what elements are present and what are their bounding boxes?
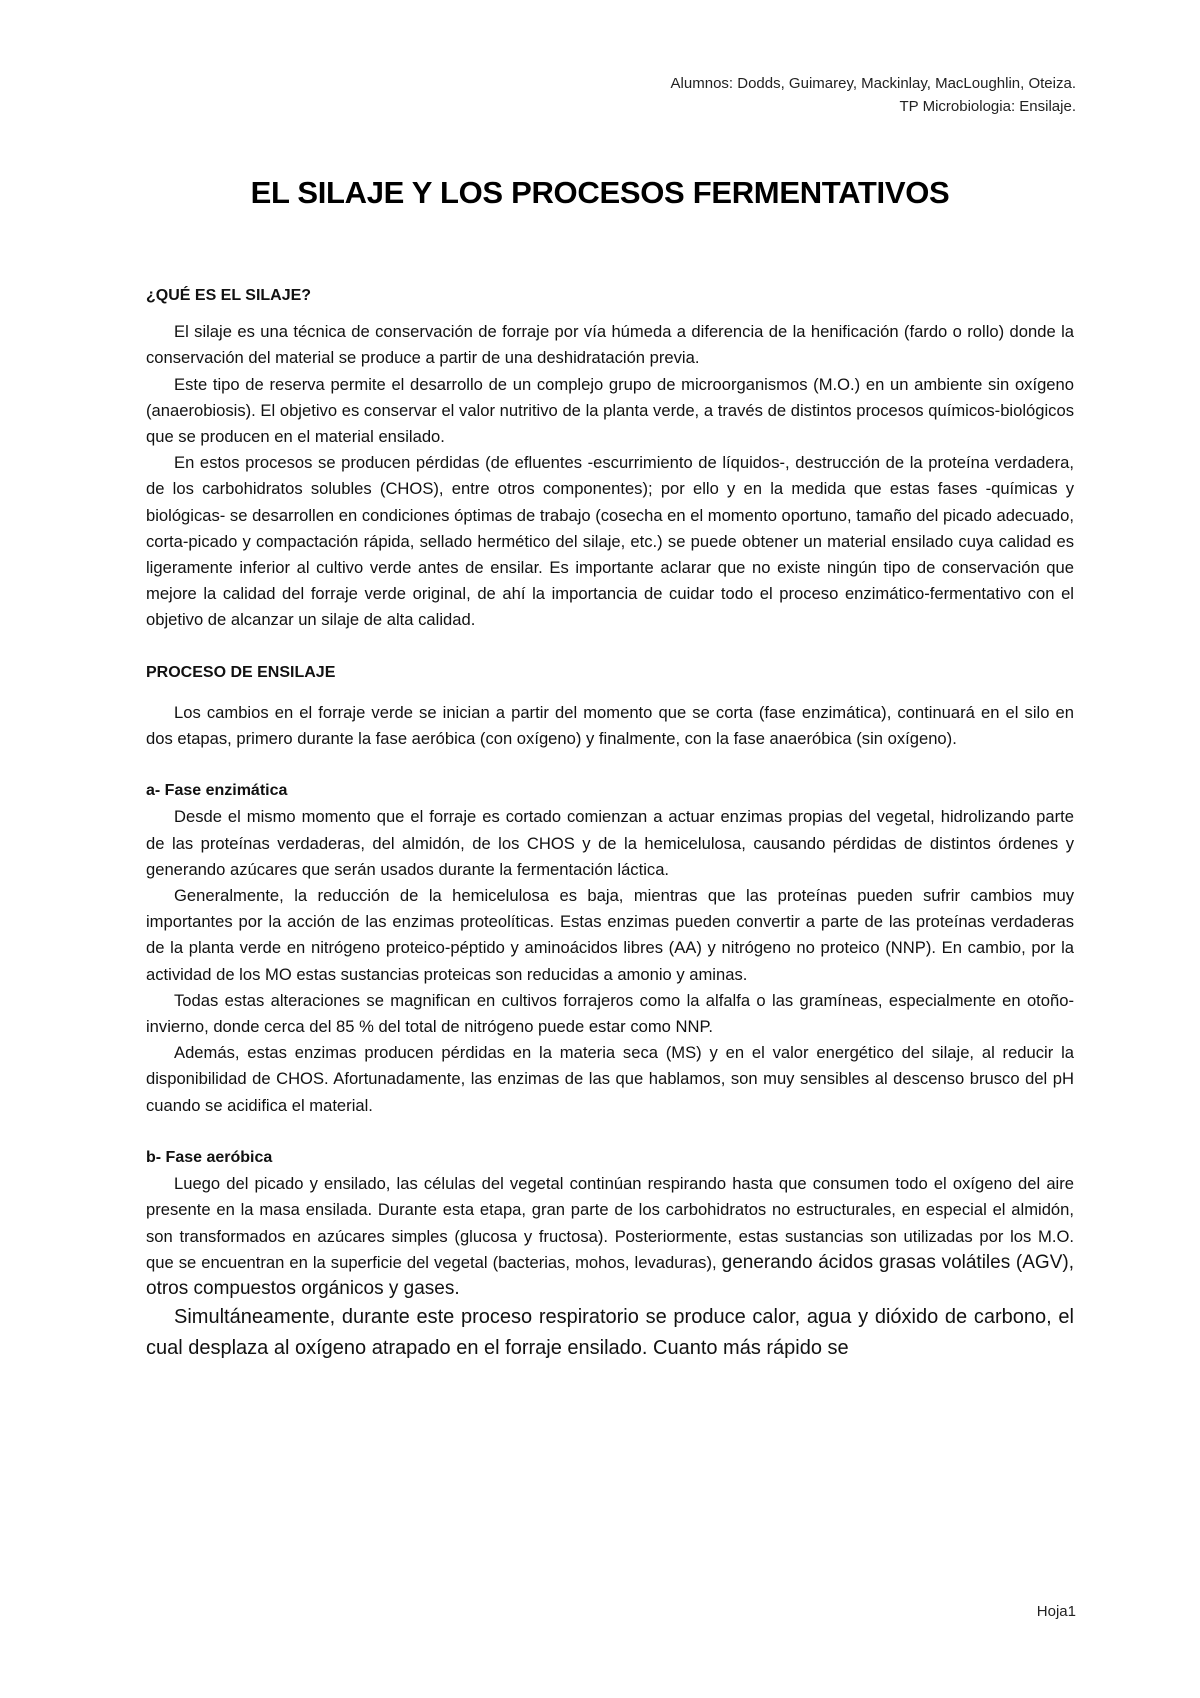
section-heading-process: PROCESO DE ENSILAJE: [146, 663, 336, 681]
paragraph: En estos procesos se producen pérdidas (de efluentes -escurrimiento de líquidos-, destrucción de la proteína verdadera, de los carbohidratos solubles (CHOS), entre otros componentes); por ello y en la medida que estas fases -químicas y biológicas- se desarrollen en condiciones óptimas de trabajo (cosecha en el momento oportuno, tamaño del picado adecuado, corta-picado y compactación rápida, sellado hermético del silaje, etc.) se puede obtener un material ensilado cuya calidad es ligeramente inferior al cultivo verde antes de ensilar. Es importante aclarar que no existe ningún tipo de conservación que mejore la calidad del forraje verde original, de ahí la importancia de cuidar todo el proceso enzimático-fermentativo con el objetivo de alcanzar un silaje de alta calidad.: [146, 453, 1074, 630]
page-number: Hoja1: [1036, 1603, 1076, 1620]
document-header: [671, 72, 1076, 118]
paragraph: Todas estas alteraciones se magnifican en cultivos forrajeros como la alfalfa o las gramíneas, especialmente en otoño-invierno, donde cerca del 85 % del total de nitrógeno puede estar como NNP.: [146, 990, 1074, 1037]
paragraph: Generalmente, la reducción de la hemicelulosa es baja, mientras que las proteínas pueden sufrir cambios muy importantes por la acción de las enzimas proteolíticas. Estas enzimas pueden convertir a parte de las proteínas verdaderas de la planta verde en nitrógeno proteico-péptido y aminoácidos libres (AA) y nitrógeno no proteico (NNP). En cambio, por la actividad de los MO estas sustancias proteicas son reducidas a amonio y aminas.: [146, 886, 1074, 984]
paragraph: El silaje es una técnica de conservación de forraje por vía húmeda a diferencia de la henificación (fardo o rollo) donde la conservación del material se produce a partir de una deshidratación previa.: [146, 322, 1074, 368]
paragraph: Desde el mismo momento que el forraje es cortado comienzan a actuar enzimas propias del vegetal, hidrolizando parte de las proteínas verdaderas, del almidón, de los CHOS y de la hemicelulosa, causando pérdidas de distintos órdenes y generando azúcares que serán usados durante la fermentación láctica.: [146, 807, 1074, 879]
header-authors: Alumnos: Dodds, Guimarey, Mackinlay, MacLoughlin, Oteiza.: [670, 75, 1076, 92]
paragraph: [146, 1171, 1074, 1302]
paragraph-text-large: generando ácidos grasas volátiles (AGV), otros compuestos orgánicos y gases.: [146, 1251, 1074, 1299]
paragraph: Los cambios en el forraje verde se inician a partir del momento que se corta (fase enzimática), continuará en el silo en dos etapas, primero durante la fase aeróbica (con oxígeno) y finalmente, con la fase anaeróbica (sin oxígeno).: [146, 702, 1074, 749]
paragraph: Simultáneamente, durante este proceso respiratorio se produce calor, agua y dióxido de carbono, el cual desplaza al oxígeno atrapado en el forraje ensilado. Cuanto más rápido se: [146, 1306, 1074, 1360]
paragraph: Además, estas enzimas producen pérdidas en la materia seca (MS) y en el valor energético del silaje, al reducir la disponibilidad de CHOS. Afortunadamente, las enzimas de las que hablamos, son muy sensibles al descenso brusco del pH cuando se acidifica el material.: [146, 1043, 1074, 1115]
document-body: [146, 283, 1074, 1364]
paragraph-text: Luego del picado y ensilado, las células del vegetal continúan respirando hasta que consumen todo el oxígeno del aire presente en la masa ensilada. Durante esta etapa, gran parte de los carbohidratos no estructurales, en especial el almidón, son transformados en azúcares simples (glucosa y fructosa). Posteriormente, estas sustancias son utilizadas por los M.O. que se encuentran en la superficie del vegetal (bacterias, mohos, levaduras),: [146, 1174, 1074, 1272]
section-heading-enzymatic: a- Fase enzimática: [146, 782, 288, 800]
section-heading-what: ¿QUÉ ES EL SILAJE?: [146, 287, 312, 304]
paragraph: Este tipo de reserva permite el desarrollo de un complejo grupo de microorganismos (M.O.) en un ambiente sin oxígeno (anaerobiosis). El objetivo es conservar el valor nutritivo de la planta verde, a través de distintos procesos químicos-biológicos que se producen en el material ensilado.: [146, 374, 1074, 447]
header-course: TP Microbiologia: Ensilaje.: [899, 98, 1076, 115]
document-title: EL SILAJE Y LOS PROCESOS FERMENTATIVOS: [250, 175, 950, 210]
section-heading-aerobic: b- Fase aeróbica: [146, 1148, 273, 1166]
